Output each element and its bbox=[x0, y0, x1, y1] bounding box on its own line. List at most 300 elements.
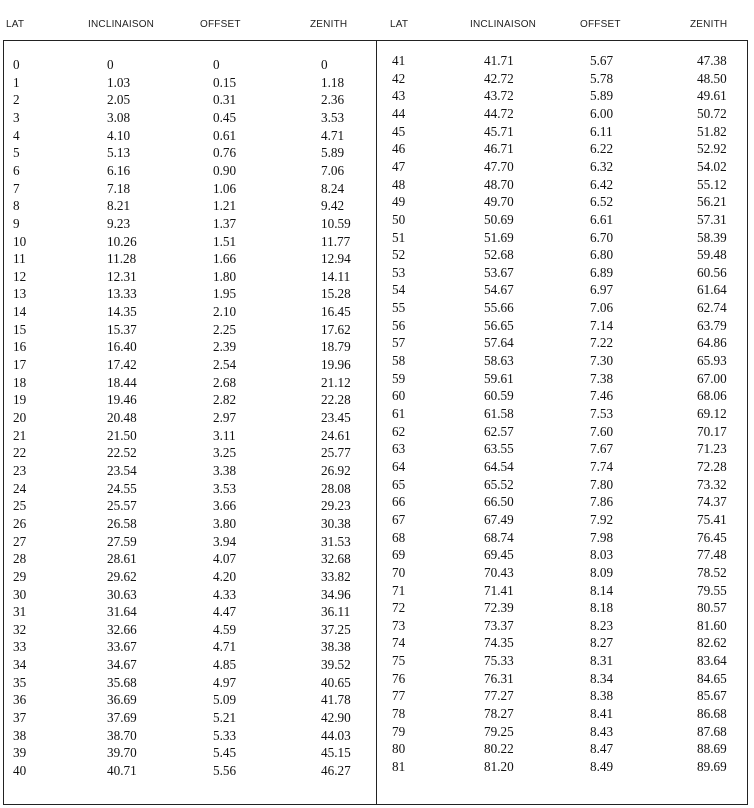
lat-cell: 42 bbox=[392, 70, 406, 86]
inclinaison-cell: 14.35 bbox=[107, 304, 137, 320]
offset-cell: 0.45 bbox=[213, 109, 237, 125]
zenith-cell: 65.93 bbox=[697, 353, 727, 369]
zenith-cell: 69.12 bbox=[697, 406, 727, 421]
zenith-cell: 10.59 bbox=[321, 215, 351, 231]
inclinaison-cell: 76.31 bbox=[484, 670, 514, 686]
lat-cell: 28 bbox=[13, 551, 27, 567]
offset-cell: 4.85 bbox=[213, 657, 237, 673]
lat-cell: 8 bbox=[13, 198, 20, 214]
inclinaison-cell: 67.49 bbox=[484, 511, 514, 527]
zenith-cell: 30.38 bbox=[321, 515, 351, 531]
lat-cell: 68 bbox=[392, 529, 406, 545]
inclinaison-cell: 28.61 bbox=[107, 551, 137, 567]
inclinaison-cell: 32.66 bbox=[107, 621, 137, 637]
zenith-cell: 73.32 bbox=[697, 476, 727, 492]
offset-cell: 5.89 bbox=[590, 88, 614, 104]
lat-cell: 0 bbox=[13, 57, 20, 72]
lat-cell: 76 bbox=[392, 670, 406, 686]
offset-cell: 6.61 bbox=[590, 211, 614, 227]
inclinaison-cell: 21.50 bbox=[107, 427, 137, 443]
lat-cell: 66 bbox=[392, 494, 406, 510]
zenith-cell: 24.61 bbox=[321, 427, 351, 443]
zenith-cell: 63.79 bbox=[697, 317, 727, 333]
zenith-cell: 76.45 bbox=[697, 529, 727, 545]
inclinaison-cell: 39.70 bbox=[107, 745, 137, 761]
lat-cell: 10 bbox=[13, 233, 27, 249]
lat-cell: 38 bbox=[13, 727, 27, 743]
offset-cell: 8.38 bbox=[590, 688, 614, 704]
offset-cell: 7.60 bbox=[590, 423, 614, 439]
offset-cell: 7.38 bbox=[590, 370, 614, 386]
lat-cell: 81 bbox=[392, 759, 406, 774]
lat-cell: 13 bbox=[13, 286, 27, 302]
inclinaison-cell: 64.54 bbox=[484, 458, 514, 474]
lat-cell: 57 bbox=[392, 335, 406, 351]
lat-cell: 12 bbox=[13, 268, 27, 284]
inclinaison-cell: 55.66 bbox=[484, 300, 514, 316]
inclinaison-cell: 70.43 bbox=[484, 564, 514, 580]
lat-cell: 1 bbox=[13, 74, 20, 90]
zenith-cell: 68.06 bbox=[697, 388, 727, 404]
lat-cell: 18 bbox=[13, 374, 27, 390]
table-header bbox=[0, 0, 754, 38]
lat-cell: 46 bbox=[392, 141, 406, 157]
offset-cell: 5.09 bbox=[213, 692, 237, 708]
offset-cell: 1.80 bbox=[213, 268, 237, 284]
zenith-cell: 56.21 bbox=[697, 194, 727, 210]
offset-cell: 7.53 bbox=[590, 406, 614, 421]
inclinaison-cell: 38.70 bbox=[107, 727, 137, 743]
inclinaison-cell: 58.63 bbox=[484, 353, 514, 369]
lat-cell: 51 bbox=[392, 229, 406, 245]
zenith-cell: 55.12 bbox=[697, 176, 727, 192]
inclinaison-cell: 8.21 bbox=[107, 198, 131, 214]
offset-cell: 1.66 bbox=[213, 251, 237, 267]
lat-cell: 69 bbox=[392, 547, 406, 563]
offset-cell: 8.23 bbox=[590, 617, 614, 633]
zenith-cell: 64.86 bbox=[697, 335, 727, 351]
zenith-cell: 12.94 bbox=[321, 251, 351, 267]
offset-cell: 7.30 bbox=[590, 353, 614, 369]
zenith-cell: 9.42 bbox=[321, 198, 345, 214]
lat-cell: 71 bbox=[392, 582, 406, 598]
zenith-cell: 34.96 bbox=[321, 586, 351, 602]
inclinaison-cell: 27.59 bbox=[107, 533, 137, 549]
lat-cell: 17 bbox=[13, 357, 27, 373]
inclinaison-cell: 48.70 bbox=[484, 176, 514, 192]
zenith-cell: 42.90 bbox=[321, 710, 351, 726]
inclinaison-cell: 49.70 bbox=[484, 194, 514, 210]
zenith-cell: 71.23 bbox=[697, 441, 727, 457]
lat-cell: 63 bbox=[392, 441, 406, 457]
offset-cell: 7.22 bbox=[590, 335, 614, 351]
lat-cell: 78 bbox=[392, 706, 406, 722]
lat-cell: 62 bbox=[392, 423, 406, 439]
offset-cell: 4.33 bbox=[213, 586, 237, 602]
zenith-cell: 3.53 bbox=[321, 109, 345, 125]
offset-cell: 4.07 bbox=[213, 551, 237, 567]
offset-cell: 1.21 bbox=[213, 198, 237, 214]
offset-cell: 5.67 bbox=[590, 53, 614, 68]
inclinaison-cell: 5.13 bbox=[107, 145, 131, 161]
lat-cell: 3 bbox=[13, 109, 20, 125]
lat-cell: 11 bbox=[13, 251, 26, 267]
offset-cell: 6.00 bbox=[590, 105, 614, 121]
zenith-cell: 46.27 bbox=[321, 763, 351, 778]
inclinaison-cell: 78.27 bbox=[484, 706, 514, 722]
inclinaison-cell: 72.39 bbox=[484, 600, 514, 616]
inclinaison-cell: 77.27 bbox=[484, 688, 514, 704]
offset-cell: 8.31 bbox=[590, 653, 614, 669]
lat-cell: 56 bbox=[392, 317, 406, 333]
offset-cell: 2.39 bbox=[213, 339, 237, 355]
offset-cell: 0.61 bbox=[213, 127, 237, 143]
inclinaison-cell: 73.37 bbox=[484, 617, 514, 633]
offset-cell: 6.80 bbox=[590, 247, 614, 263]
lat-cell: 50 bbox=[392, 211, 406, 227]
inclinaison-cell: 46.71 bbox=[484, 141, 514, 157]
zenith-cell: 72.28 bbox=[697, 458, 727, 474]
lat-cell: 72 bbox=[392, 600, 406, 616]
zenith-cell: 1.18 bbox=[321, 74, 345, 90]
lat-cell: 15 bbox=[13, 321, 27, 337]
offset-cell: 7.14 bbox=[590, 317, 614, 333]
offset-cell: 0 bbox=[213, 57, 220, 72]
lat-cell: 32 bbox=[13, 621, 27, 637]
zenith-cell: 16.45 bbox=[321, 304, 351, 320]
zenith-cell: 41.78 bbox=[321, 692, 351, 708]
offset-cell: 3.94 bbox=[213, 533, 237, 549]
offset-cell: 8.14 bbox=[590, 582, 614, 598]
offset-cell: 3.66 bbox=[213, 498, 237, 514]
lat-cell: 16 bbox=[13, 339, 27, 355]
zenith-cell: 14.11 bbox=[321, 268, 351, 284]
lat-cell: 54 bbox=[392, 282, 406, 298]
inclinaison-cell: 22.52 bbox=[107, 445, 137, 461]
offset-cell: 0.31 bbox=[213, 92, 237, 108]
offset-cell: 5.45 bbox=[213, 745, 237, 761]
lat-cell: 36 bbox=[13, 692, 27, 708]
zenith-cell: 39.52 bbox=[321, 657, 351, 673]
zenith-cell: 29.23 bbox=[321, 498, 351, 514]
lat-cell: 60 bbox=[392, 388, 406, 404]
zenith-cell: 5.89 bbox=[321, 145, 345, 161]
inclinaison-cell: 68.74 bbox=[484, 529, 514, 545]
offset-cell: 2.97 bbox=[213, 410, 237, 425]
lat-cell: 21 bbox=[13, 427, 27, 443]
zenith-cell: 8.24 bbox=[321, 180, 345, 196]
zenith-cell: 81.60 bbox=[697, 617, 727, 633]
zenith-cell: 85.67 bbox=[697, 688, 727, 704]
inclinaison-cell: 17.42 bbox=[107, 357, 137, 373]
zenith-cell: 2.36 bbox=[321, 92, 345, 108]
inclinaison-cell: 3.08 bbox=[107, 109, 131, 125]
inclinaison-cell: 2.05 bbox=[107, 92, 131, 108]
offset-cell: 1.06 bbox=[213, 180, 237, 196]
lat-cell: 55 bbox=[392, 300, 406, 316]
header-zenith-right: ZENITH bbox=[690, 19, 728, 30]
zenith-cell: 77.48 bbox=[697, 547, 727, 563]
offset-cell: 2.82 bbox=[213, 392, 237, 408]
lat-cell: 4 bbox=[13, 127, 20, 143]
offset-cell: 2.10 bbox=[213, 304, 237, 320]
lat-cell: 79 bbox=[392, 723, 406, 739]
lat-cell: 77 bbox=[392, 688, 406, 704]
inclinaison-cell: 80.22 bbox=[484, 741, 514, 757]
inclinaison-cell: 24.55 bbox=[107, 480, 137, 496]
lat-cell: 19 bbox=[13, 392, 27, 408]
lat-cell: 35 bbox=[13, 674, 27, 690]
zenith-cell: 75.41 bbox=[697, 511, 727, 527]
zenith-cell: 31.53 bbox=[321, 533, 351, 549]
header-zenith-left: ZENITH bbox=[310, 19, 348, 30]
inclinaison-cell: 45.71 bbox=[484, 123, 514, 139]
inclinaison-cell: 54.67 bbox=[484, 282, 514, 298]
offset-cell: 4.47 bbox=[213, 604, 237, 620]
lat-cell: 61 bbox=[392, 406, 406, 421]
inclinaison-cell: 43.72 bbox=[484, 88, 514, 104]
offset-cell: 3.53 bbox=[213, 480, 237, 496]
zenith-cell: 84.65 bbox=[697, 670, 727, 686]
offset-cell: 7.86 bbox=[590, 494, 614, 510]
offset-cell: 8.41 bbox=[590, 706, 614, 722]
inclinaison-cell: 11.28 bbox=[107, 251, 137, 267]
zenith-cell: 7.06 bbox=[321, 162, 345, 178]
lat-cell: 24 bbox=[13, 480, 27, 496]
offset-cell: 1.95 bbox=[213, 286, 237, 302]
inclinaison-cell: 44.72 bbox=[484, 105, 514, 121]
zenith-cell: 28.08 bbox=[321, 480, 351, 496]
offset-cell: 8.47 bbox=[590, 741, 614, 757]
offset-cell: 8.27 bbox=[590, 635, 614, 651]
zenith-cell: 49.61 bbox=[697, 88, 727, 104]
lat-cell: 7 bbox=[13, 180, 20, 196]
inclinaison-cell: 33.67 bbox=[107, 639, 137, 655]
inclinaison-cell: 18.44 bbox=[107, 374, 137, 390]
offset-cell: 6.97 bbox=[590, 282, 614, 298]
zenith-cell: 36.11 bbox=[321, 604, 351, 620]
lat-cell: 67 bbox=[392, 511, 406, 527]
inclinaison-cell: 7.18 bbox=[107, 180, 131, 196]
inclinaison-cell: 63.55 bbox=[484, 441, 514, 457]
lat-cell: 31 bbox=[13, 604, 27, 620]
inclinaison-cell: 29.62 bbox=[107, 568, 137, 584]
lat-cell: 30 bbox=[13, 586, 27, 602]
offset-cell: 4.59 bbox=[213, 621, 237, 637]
inclinaison-cell: 26.58 bbox=[107, 515, 137, 531]
offset-cell: 8.34 bbox=[590, 670, 614, 686]
lat-cell: 20 bbox=[13, 410, 27, 425]
zenith-cell: 17.62 bbox=[321, 321, 351, 337]
lat-cell: 41 bbox=[392, 53, 406, 68]
offset-cell: 3.38 bbox=[213, 462, 237, 478]
column-divider bbox=[376, 40, 377, 805]
offset-cell: 8.03 bbox=[590, 547, 614, 563]
lat-cell: 26 bbox=[13, 515, 27, 531]
offset-cell: 5.21 bbox=[213, 710, 237, 726]
lat-cell: 59 bbox=[392, 370, 406, 386]
zenith-cell: 87.68 bbox=[697, 723, 727, 739]
offset-cell: 8.09 bbox=[590, 564, 614, 580]
lat-cell: 40 bbox=[13, 763, 27, 778]
zenith-cell: 40.65 bbox=[321, 674, 351, 690]
header-offset-left: OFFSET bbox=[200, 19, 241, 30]
offset-cell: 8.49 bbox=[590, 759, 614, 774]
inclinaison-cell: 19.46 bbox=[107, 392, 137, 408]
inclinaison-cell: 16.40 bbox=[107, 339, 137, 355]
inclinaison-cell: 75.33 bbox=[484, 653, 514, 669]
inclinaison-cell: 60.59 bbox=[484, 388, 514, 404]
lat-cell: 23 bbox=[13, 462, 27, 478]
offset-cell: 3.11 bbox=[213, 427, 236, 443]
zenith-cell: 52.92 bbox=[697, 141, 727, 157]
offset-cell: 7.98 bbox=[590, 529, 614, 545]
zenith-cell: 86.68 bbox=[697, 706, 727, 722]
inclinaison-cell: 50.69 bbox=[484, 211, 514, 227]
lat-cell: 47 bbox=[392, 158, 406, 174]
zenith-cell: 80.57 bbox=[697, 600, 727, 616]
inclinaison-cell: 40.71 bbox=[107, 763, 137, 778]
inclinaison-cell: 42.72 bbox=[484, 70, 514, 86]
offset-cell: 7.92 bbox=[590, 511, 614, 527]
offset-cell: 4.20 bbox=[213, 568, 237, 584]
zenith-cell: 67.00 bbox=[697, 370, 727, 386]
inclinaison-cell: 0 bbox=[107, 57, 114, 72]
inclinaison-cell: 1.03 bbox=[107, 74, 131, 90]
zenith-cell: 51.82 bbox=[697, 123, 727, 139]
header-lat-right: LAT bbox=[390, 19, 409, 30]
zenith-cell: 25.77 bbox=[321, 445, 351, 461]
offset-cell: 8.43 bbox=[590, 723, 614, 739]
lat-cell: 5 bbox=[13, 145, 20, 161]
lat-cell: 14 bbox=[13, 304, 27, 320]
zenith-cell: 33.82 bbox=[321, 568, 351, 584]
lat-cell: 2 bbox=[13, 92, 20, 108]
lat-cell: 49 bbox=[392, 194, 406, 210]
lat-cell: 75 bbox=[392, 653, 406, 669]
inclinaison-cell: 51.69 bbox=[484, 229, 514, 245]
inclinaison-cell: 10.26 bbox=[107, 233, 137, 249]
zenith-cell: 21.12 bbox=[321, 374, 351, 390]
inclinaison-cell: 35.68 bbox=[107, 674, 137, 690]
inclinaison-cell: 25.57 bbox=[107, 498, 137, 514]
offset-cell: 8.18 bbox=[590, 600, 614, 616]
lat-cell: 44 bbox=[392, 105, 406, 121]
lat-cell: 25 bbox=[13, 498, 27, 514]
offset-cell: 6.32 bbox=[590, 158, 614, 174]
zenith-cell: 79.55 bbox=[697, 582, 727, 598]
inclinaison-cell: 79.25 bbox=[484, 723, 514, 739]
lat-cell: 43 bbox=[392, 88, 406, 104]
offset-cell: 2.54 bbox=[213, 357, 237, 373]
lat-cell: 39 bbox=[13, 745, 27, 761]
inclinaison-cell: 34.67 bbox=[107, 657, 137, 673]
inclinaison-cell: 52.68 bbox=[484, 247, 514, 263]
offset-cell: 2.68 bbox=[213, 374, 237, 390]
offset-cell: 6.89 bbox=[590, 264, 614, 280]
zenith-cell: 23.45 bbox=[321, 410, 351, 425]
offset-cell: 5.33 bbox=[213, 727, 237, 743]
lat-cell: 64 bbox=[392, 458, 406, 474]
lat-cell: 22 bbox=[13, 445, 27, 461]
offset-cell: 3.25 bbox=[213, 445, 237, 461]
lat-cell: 70 bbox=[392, 564, 406, 580]
header-lat-left: LAT bbox=[6, 19, 25, 30]
zenith-cell: 26.92 bbox=[321, 462, 351, 478]
zenith-cell: 22.28 bbox=[321, 392, 351, 408]
inclinaison-cell: 37.69 bbox=[107, 710, 137, 726]
inclinaison-cell: 66.50 bbox=[484, 494, 514, 510]
inclinaison-cell: 65.52 bbox=[484, 476, 514, 492]
zenith-cell: 18.79 bbox=[321, 339, 351, 355]
zenith-cell: 45.15 bbox=[321, 745, 351, 761]
offset-cell: 1.51 bbox=[213, 233, 237, 249]
lat-cell: 73 bbox=[392, 617, 406, 633]
lat-cell: 6 bbox=[13, 162, 20, 178]
inclinaison-cell: 69.45 bbox=[484, 547, 514, 563]
inclinaison-cell: 71.41 bbox=[484, 582, 514, 598]
lat-cell: 80 bbox=[392, 741, 406, 757]
lat-cell: 33 bbox=[13, 639, 27, 655]
offset-cell: 7.06 bbox=[590, 300, 614, 316]
offset-cell: 0.90 bbox=[213, 162, 237, 178]
offset-cell: 6.11 bbox=[590, 123, 613, 139]
zenith-cell: 82.62 bbox=[697, 635, 727, 651]
zenith-cell: 38.38 bbox=[321, 639, 351, 655]
offset-cell: 2.25 bbox=[213, 321, 237, 337]
lat-cell: 9 bbox=[13, 215, 20, 231]
inclinaison-cell: 59.61 bbox=[484, 370, 514, 386]
offset-cell: 0.76 bbox=[213, 145, 237, 161]
zenith-cell: 74.37 bbox=[697, 494, 727, 510]
inclinaison-cell: 23.54 bbox=[107, 462, 137, 478]
inclinaison-cell: 20.48 bbox=[107, 410, 137, 425]
zenith-cell: 48.50 bbox=[697, 70, 727, 86]
offset-cell: 7.80 bbox=[590, 476, 614, 492]
inclinaison-cell: 53.67 bbox=[484, 264, 514, 280]
inclinaison-cell: 41.71 bbox=[484, 53, 514, 68]
offset-cell: 1.37 bbox=[213, 215, 237, 231]
zenith-cell: 61.64 bbox=[697, 282, 727, 298]
zenith-cell: 59.48 bbox=[697, 247, 727, 263]
zenith-cell: 88.69 bbox=[697, 741, 727, 757]
header-inclinaison-left: INCLINAISON bbox=[88, 19, 155, 30]
inclinaison-cell: 62.57 bbox=[484, 423, 514, 439]
zenith-cell: 58.39 bbox=[697, 229, 727, 245]
inclinaison-cell: 74.35 bbox=[484, 635, 514, 651]
inclinaison-cell: 36.69 bbox=[107, 692, 137, 708]
offset-cell: 5.56 bbox=[213, 763, 237, 778]
zenith-cell: 19.96 bbox=[321, 357, 351, 373]
zenith-cell: 57.31 bbox=[697, 211, 727, 227]
zenith-cell: 54.02 bbox=[697, 158, 727, 174]
lat-cell: 53 bbox=[392, 264, 406, 280]
zenith-cell: 47.38 bbox=[697, 53, 727, 68]
offset-cell: 7.46 bbox=[590, 388, 614, 404]
zenith-cell: 44.03 bbox=[321, 727, 351, 743]
offset-cell: 7.74 bbox=[590, 458, 614, 474]
offset-cell: 7.67 bbox=[590, 441, 614, 457]
zenith-cell: 15.28 bbox=[321, 286, 351, 302]
lat-cell: 34 bbox=[13, 657, 27, 673]
lat-cell: 45 bbox=[392, 123, 406, 139]
offset-cell: 6.52 bbox=[590, 194, 614, 210]
lat-cell: 27 bbox=[13, 533, 27, 549]
header-inclinaison-right: INCLINAISON bbox=[470, 19, 537, 30]
inclinaison-cell: 9.23 bbox=[107, 215, 131, 231]
zenith-cell: 32.68 bbox=[321, 551, 351, 567]
inclinaison-cell: 57.64 bbox=[484, 335, 514, 351]
